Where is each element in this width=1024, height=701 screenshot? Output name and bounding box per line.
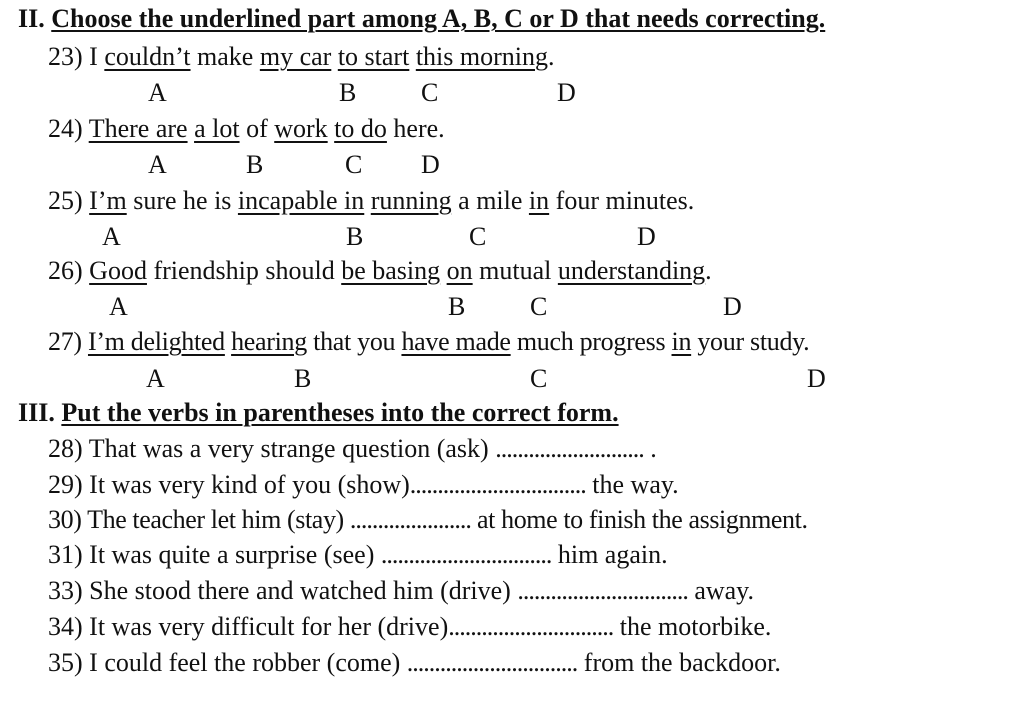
- option-a-label: A: [102, 222, 121, 251]
- question-27: [48, 327, 809, 357]
- question-26: [48, 256, 712, 286]
- option-c-text: running: [370, 186, 452, 215]
- option-b-text: be basing: [341, 256, 441, 285]
- section-3-title: Put the verbs in parentheses into the correct form.: [61, 398, 619, 427]
- option-a-text: There are: [88, 114, 188, 143]
- plain-text: friendship should: [153, 256, 335, 285]
- option-a-label: A: [148, 78, 167, 107]
- option-d-text: this morning: [415, 42, 548, 71]
- option-b-text: a lot: [194, 114, 240, 143]
- option-b-label: B: [346, 222, 364, 251]
- plain-text: him again.: [557, 540, 668, 569]
- option-c-text: work: [274, 114, 328, 143]
- plain-text: sure he is: [133, 186, 232, 215]
- option-d-label: D: [807, 364, 826, 393]
- section-3-roman: III.: [18, 398, 55, 427]
- plain-text: from the backdoor.: [583, 648, 781, 677]
- option-d-label: D: [637, 222, 656, 251]
- plain-text: the motorbike.: [619, 612, 772, 641]
- question-23: [48, 42, 554, 72]
- question-number: 26): [48, 256, 83, 285]
- answer-blank: ...............................: [406, 648, 578, 677]
- option-c-text: on: [446, 256, 473, 285]
- option-d-label: D: [557, 78, 576, 107]
- question-24: [48, 114, 445, 144]
- question-30: [48, 505, 808, 535]
- option-b-label: B: [339, 78, 357, 107]
- option-d-text: in: [671, 327, 692, 356]
- option-b-text: my car: [259, 42, 332, 71]
- plain-text: a mile: [458, 186, 523, 215]
- plain-text: here.: [393, 114, 445, 143]
- question-number: 31): [48, 540, 83, 569]
- plain-text: away.: [694, 576, 754, 605]
- question-number: 25): [48, 186, 83, 215]
- option-a-text: I’m: [89, 186, 127, 215]
- answer-blank: ...........................: [495, 434, 644, 463]
- question-number: 33): [48, 576, 83, 605]
- option-a-label: A: [148, 150, 167, 179]
- option-a-text: couldn’t: [104, 42, 191, 71]
- answer-blank: ......................: [349, 505, 471, 534]
- question-number: 35): [48, 648, 83, 677]
- question-number: 23): [48, 42, 83, 71]
- prompt-text: It was very difficult for her (drive): [89, 612, 449, 641]
- prompt-text: I could feel the robber (come): [89, 648, 401, 677]
- plain-text: .: [705, 256, 712, 285]
- option-a-label: A: [146, 364, 165, 393]
- question-29: [48, 470, 679, 500]
- plain-text: make: [197, 42, 254, 71]
- question-28: [48, 434, 657, 464]
- answer-blank: ...............................: [380, 540, 552, 569]
- option-c-label: C: [530, 364, 548, 393]
- question-number: 24): [48, 114, 83, 143]
- plain-text: .: [547, 42, 555, 71]
- plain-text: that you: [313, 327, 396, 356]
- section-2-title: Choose the underlined part among A, B, C or D that needs correcting.: [51, 4, 826, 33]
- option-c-label: C: [345, 150, 363, 179]
- section-3-heading: [18, 398, 619, 428]
- prompt-text: It was quite a surprise (see): [89, 540, 375, 569]
- option-b-label: B: [246, 150, 264, 179]
- question-34: [48, 612, 771, 642]
- option-c-text: have made: [401, 327, 511, 356]
- question-35: [48, 648, 781, 678]
- plain-text: the way.: [592, 470, 679, 499]
- question-number: 30): [48, 505, 82, 534]
- prompt-text: That was a very strange question (ask): [88, 434, 489, 463]
- option-a-text: Good: [89, 256, 147, 285]
- plain-text: .: [650, 434, 657, 463]
- option-d-label: D: [421, 150, 440, 179]
- question-33: [48, 576, 754, 606]
- question-number: 28): [48, 434, 83, 463]
- question-number: 29): [48, 470, 83, 499]
- question-number: 34): [48, 612, 83, 641]
- answer-blank: ...............................: [517, 576, 688, 605]
- answer-blank: ................................: [409, 470, 586, 499]
- question-number: 27): [48, 327, 82, 356]
- plain-text: four minutes.: [555, 186, 695, 215]
- plain-text: I: [89, 42, 98, 71]
- question-25: [48, 186, 694, 216]
- option-c-label: C: [469, 222, 487, 251]
- section-2-roman: II.: [18, 4, 45, 33]
- prompt-text: The teacher let him (stay): [87, 505, 344, 534]
- option-d-label: D: [723, 292, 742, 321]
- option-b-text: hearing: [231, 327, 307, 356]
- option-a-label: A: [109, 292, 128, 321]
- prompt-text: It was very kind of you (show): [89, 470, 410, 499]
- option-c-label: C: [421, 78, 439, 107]
- section-2-heading: [18, 4, 825, 34]
- option-b-label: B: [448, 292, 466, 321]
- option-d-text: to do: [334, 114, 387, 143]
- option-b-label: B: [294, 364, 312, 393]
- option-a-text: I’m delighted: [87, 327, 225, 356]
- option-d-text: in: [528, 186, 550, 215]
- question-31: [48, 540, 668, 570]
- answer-blank: ..............................: [448, 612, 614, 641]
- plain-text: mutual: [479, 256, 552, 285]
- plain-text: of: [246, 114, 268, 143]
- option-c-text: to start: [337, 42, 410, 71]
- option-d-text: understanding: [557, 256, 706, 285]
- plain-text: your study.: [697, 327, 810, 356]
- option-c-label: C: [530, 292, 548, 321]
- option-b-text: incapable in: [237, 186, 365, 215]
- prompt-text: She stood there and watched him (drive): [89, 576, 511, 605]
- plain-text: at home to finish the assignment.: [477, 505, 808, 534]
- plain-text: much progress: [516, 327, 666, 356]
